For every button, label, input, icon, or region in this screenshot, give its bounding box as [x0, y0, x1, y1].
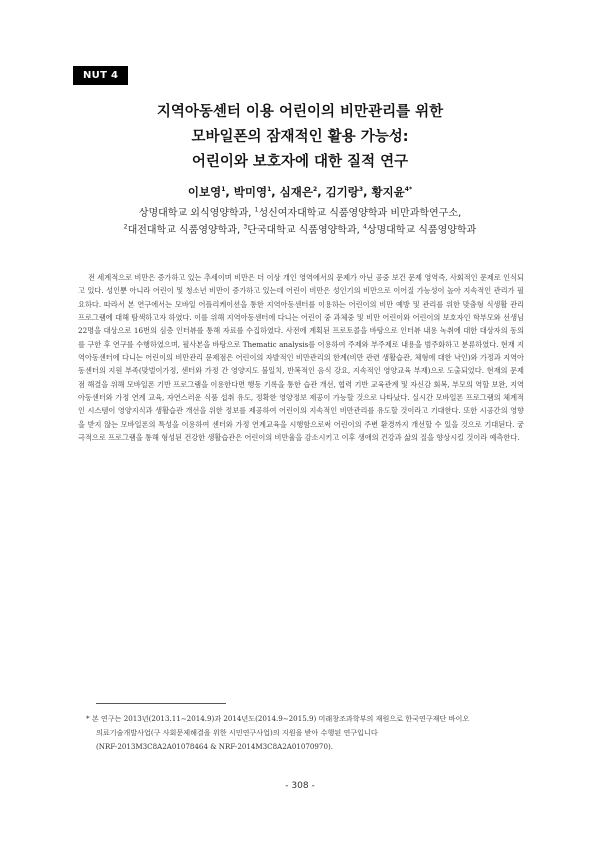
author-sup: 1 [221, 186, 226, 194]
footnote-line-3: (NRF-2013M3C8A2A01078464 & NRF-2014M3C8A2A01070970). [96, 742, 333, 751]
page-number: - 308 - [285, 781, 315, 791]
footnote-line-2: 의료기술개발사업(구 사회문제해결을 위한 시민연구사업)의 지원을 받아 수행된 연구입니다 [96, 728, 378, 737]
affiliation-sup: 4 [362, 223, 367, 231]
affiliation-text: 상명대학교 식품영양학과 [366, 225, 477, 236]
footnote-text: 본 연구는 2013년(2013.11∼2014.9)과 2014년도(2014.9∼2015.9) 미래창조과학부의 재원으로 한국연구재단 바이오 [91, 714, 470, 723]
author-sup: 4* [404, 186, 413, 194]
title-line-3: 어린이와 보호자에 대한 질적 연구 [191, 154, 409, 170]
affiliation-text: 성신여자대학교 식품영양학과 비만과학연구소, [258, 208, 462, 219]
author-name: 심재은 [279, 185, 313, 199]
affiliation-sup: 1 [254, 206, 259, 214]
footnote-divider [96, 703, 226, 704]
author-name: 박미영 [233, 185, 268, 199]
title-line-1: 지역아동센터 이용 어린이의 비만관리를 위한 [156, 104, 444, 120]
author-sup: 3 [358, 186, 364, 194]
affiliation-line-2 [0, 222, 600, 239]
footnote-line-1 [86, 712, 526, 726]
paper-title [0, 100, 600, 175]
affiliation-text: 상명대학교 외식영양학과, [138, 208, 255, 219]
author-sup: 1 [267, 186, 272, 194]
affiliation-text: 대전대학교 식품영양학과, [127, 225, 244, 236]
author-name: 황지윤 [371, 185, 405, 199]
affiliation-line-1 [0, 205, 600, 222]
section-tag: NUT 4 [73, 66, 128, 85]
author-sup: 2 [313, 186, 318, 194]
author-name: 이보영 [187, 185, 222, 199]
affiliations [0, 205, 600, 239]
affiliation-sup: 2 [123, 223, 128, 231]
footnote [86, 712, 526, 754]
author-list: 이보영$^1$, 박미영$^1$, 심재은$^2$, 김기랑$^3$, 황지윤$^{4*}$ [187, 185, 413, 199]
affiliation-text: 단국대학교 식품영양학과, [247, 225, 363, 236]
author-name: 김기랑 [325, 185, 359, 199]
affiliation-sup: 3 [243, 223, 248, 231]
title-line-2: 모바일폰의 잠재적인 활용 가능성: [191, 129, 409, 145]
abstract-paragraph: 전 세계적으로 비만은 증가하고 있는 추세이며 비만은 더 이상 개인 영역에서의 문제가 아닌 공중 보건 문제 영역즉, 사회적인 문제로 인식되고 있다. 성인뿐 아니라 어린이 및 청소년 비만이 증가하고 있는데 어린이 비만은 성인기의 비만으로 이어질 가능성이 높아 지속적인 관리가 필요하다. 따라서 본 연구에서는 모바일 어플리케이션을 통한 지역아동센터를 이용하는 어린이의 비만 예방 및 관리를 위한 맞춤형 식생활 관리 프로그램에 대해 탐색하고자 하였다. 이를 위해 지역아동센터에 다니는 어린이 중 과체중 및 비만 어린이와 어린이의 보호자인 학부모와 선생님 22명을 대상으로 16번의 심층 인터뷰를 통해 자료를 수집하였다. 사전에 계획된 프로토콜을 바탕으로 인터뷰 내용 녹취에 대한 대상자의 동의를 구한 후 연구를 수행하였으며, 필사본을 바탕으로 Thematic analysis를 이용하여 주제와 부주제로 내용을 범주화하고 분류하였다. 현재 지역아동센터에 다니는 어린이의 비만관리 문제점은 어린이의 자발적인 비만관리의 한계(비만 관련 생활습관, 체형에 대한 낙인)와 가정과 지역아동센터의 지원 부족(맞벌이가정, 센터와 가정 간 영양지도 불일치, 반복적인 음식 강요, 지속적인 영양교육 부재)으로 도출되었다. 현재의 문제점 해결을 위해 모바일폰 기반 프로그램을 이용한다면 행동 기록을 통한 습관 개선, 협력 기반 교육관계 및 자신감 회복, 부모의 역할 보완, 지역아동센터와 가정 연계 교육, 자연스러운 식품 섭취 유도, 정확한 영양정보 제공이 가능할 것으로 나타났다. 실시간 모바일폰 프로그램의 체계적인 시스템이 영양지식과 생활습관 개선을 위한 정보를 제공하여 어린이의 지속적인 비만관리를 유도할 것이라고 기대한다. 또한 시공간의 영향을 받지 않는 모바일폰의 특성을 이용하여 센터와 가정 연계교육을 시행함으로써 어린이의 주변 환경까지 개선할 수 있을 것으로 기대된다. 궁극적으로 프로그램을 통해 형성된 건강한 생활습관은 어린이의 비만율을 감소시키고 이후 생애의 건강과 삶의 질을 향상시킬 것이라 예측한다. [78, 273, 524, 443]
footnote-marker: * [86, 714, 90, 723]
